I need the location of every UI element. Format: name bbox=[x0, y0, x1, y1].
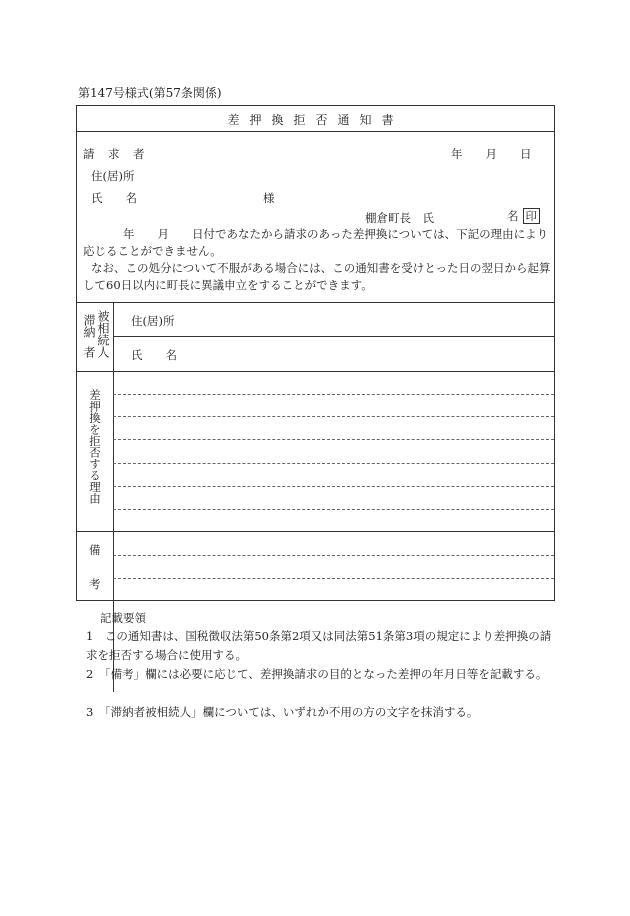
heir-label: 被相続人 bbox=[96, 310, 110, 358]
remarks-label-bottom: 考 bbox=[89, 577, 101, 591]
seal-stamp: 印 bbox=[523, 208, 541, 224]
delinquent-divider bbox=[77, 371, 554, 372]
reason-line-6 bbox=[113, 509, 554, 510]
date-label: 年 月 日 bbox=[451, 147, 532, 161]
reason-line-5 bbox=[113, 486, 554, 487]
delinquent-mid-divider bbox=[113, 336, 554, 337]
reason-line-2 bbox=[113, 416, 554, 417]
remarks-line-2 bbox=[113, 578, 554, 579]
issuer-label: 棚倉町長 氏 bbox=[365, 211, 434, 225]
body-paragraph-1: 年 月 日付であなたから請求のあった差押換については、下記の理由により応じることができません。 bbox=[83, 227, 549, 258]
requester-address-label: 住(居)所 bbox=[91, 169, 135, 183]
remarks-label-top: 備 bbox=[89, 543, 101, 557]
instructions-heading: 記載要領 bbox=[100, 611, 146, 625]
title-divider bbox=[77, 131, 554, 132]
delinquent-address-label: 住(居)所 bbox=[131, 314, 175, 328]
instruction-item: 1 この通知書は、国税徴収法第50条第2項又は同法第51条第3項の規定により差押換の請求を拒否する場合に使用する。 bbox=[86, 629, 552, 662]
sama-label: 様 bbox=[263, 191, 275, 205]
issuer-name-suffix bbox=[507, 208, 540, 224]
issuer-name-suffix-text: 名 bbox=[507, 209, 519, 223]
header-divider bbox=[77, 302, 554, 303]
delinquent-name-label: 氏 名 bbox=[131, 348, 177, 362]
reason-divider bbox=[77, 531, 554, 532]
reason-line-3 bbox=[113, 439, 554, 440]
remarks-line-1 bbox=[113, 555, 554, 556]
instruction-item: 3 「滞納者被相続人」欄については、いずれか不用の方の文字を抹消する。 bbox=[86, 705, 479, 719]
form-title: 差押換拒否通知書 bbox=[227, 113, 404, 127]
reason-line-1 bbox=[113, 394, 554, 395]
body-paragraph-2: なお、この処分について不服がある場合には、この通知書を受けとった日の翌日から起算して60日以内に町長に異議申立をすることができます。 bbox=[83, 261, 551, 292]
form-number-label: 第147号様式(第57条関係) bbox=[78, 86, 222, 100]
requester-label: 請 求 者 bbox=[83, 147, 146, 161]
delinquent-label-a: 滞納 bbox=[82, 314, 96, 338]
notice-form bbox=[76, 105, 555, 601]
delinquent-label-b: 者 bbox=[82, 346, 96, 358]
requester-name-label: 氏 名 bbox=[91, 191, 137, 205]
reason-label: 差押換を拒否する理由 bbox=[88, 389, 102, 504]
reason-line-4 bbox=[113, 463, 554, 464]
instruction-item: 2 「備考」欄には必要に応じて、差押換請求の目的となった差押の年月日等を記載する。 bbox=[86, 667, 548, 681]
